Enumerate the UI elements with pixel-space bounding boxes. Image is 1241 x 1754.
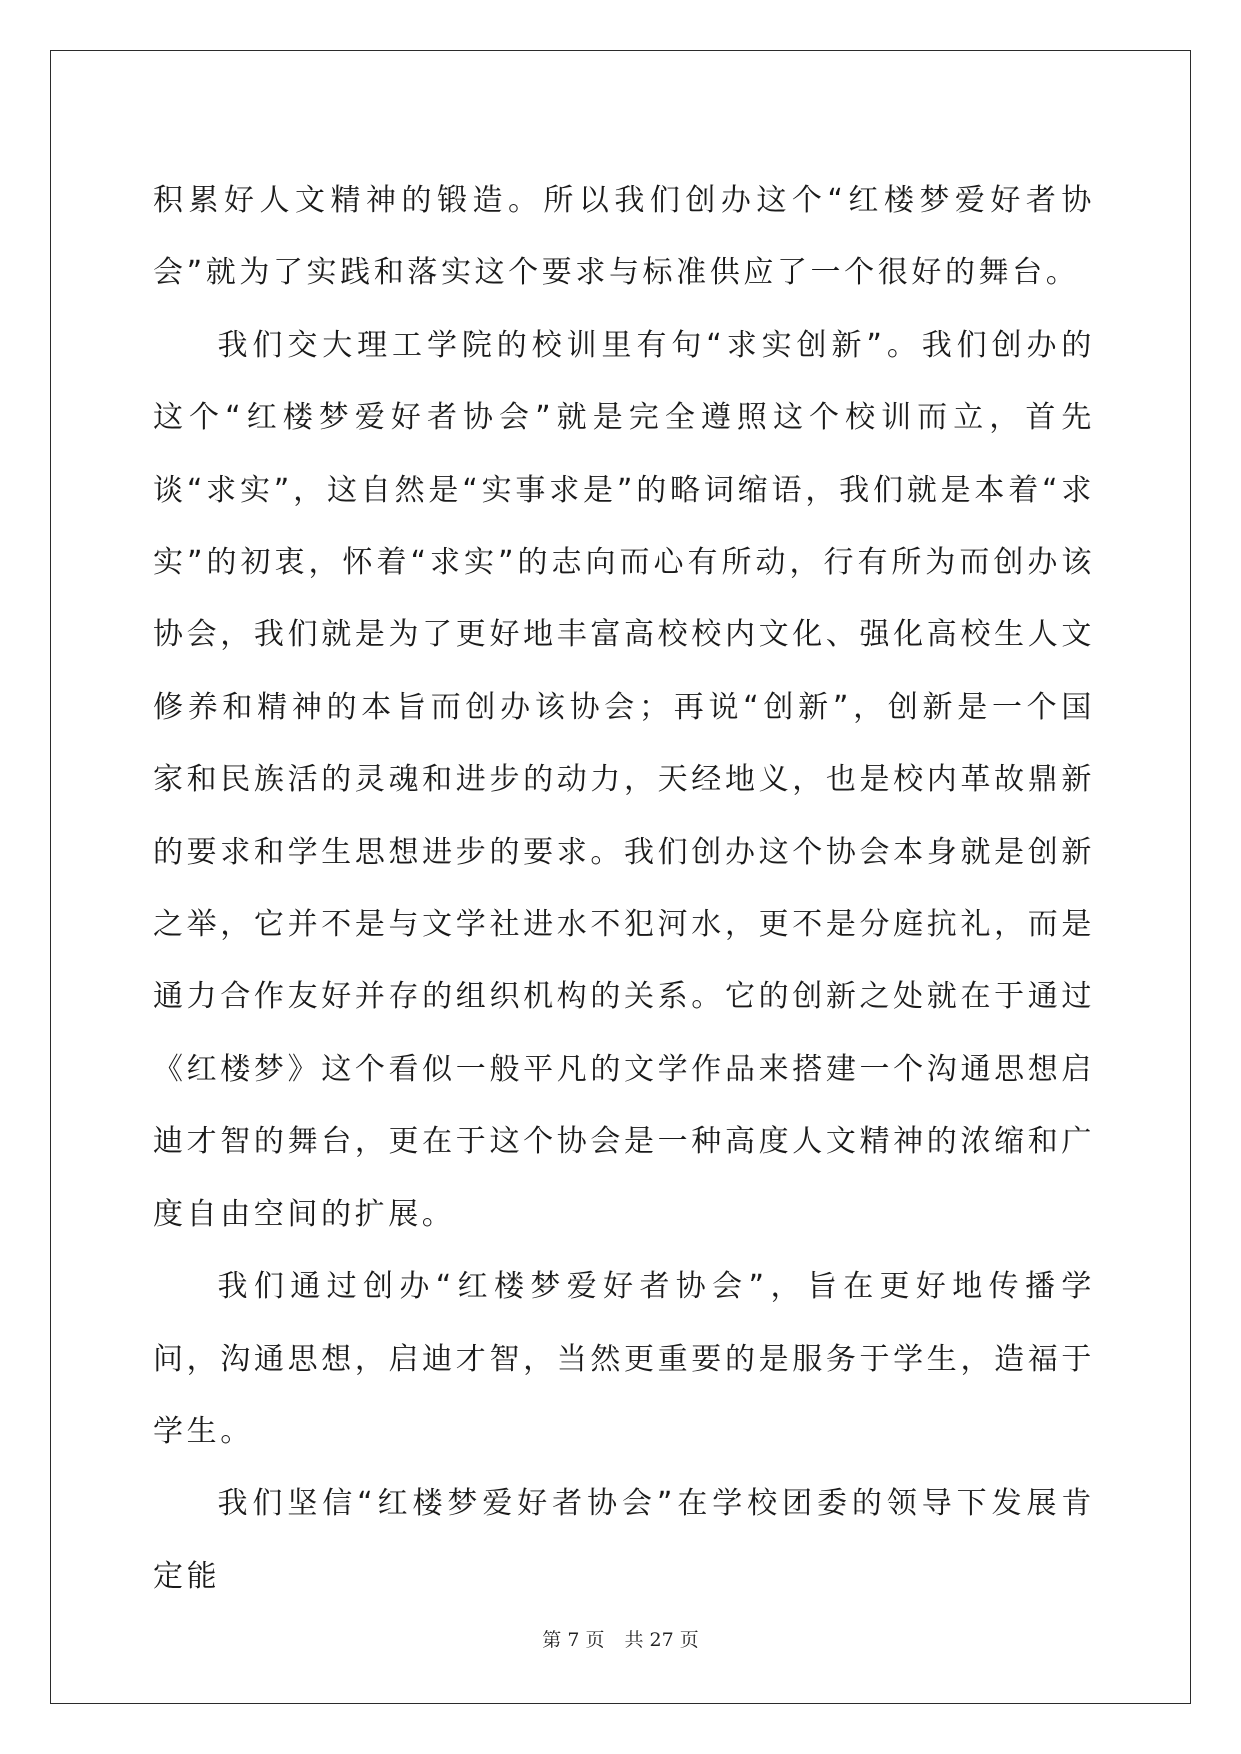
total-pages: 共 27 页 bbox=[624, 1629, 699, 1651]
page-footer bbox=[0, 1625, 1241, 1652]
page-number: 第 7 页 bbox=[542, 1629, 605, 1651]
paragraph-4: 我们坚信“红楼梦爱好者协会”在学校团委的领导下发展肯定能 bbox=[153, 1486, 1095, 1594]
paragraph-2: 我们交大理工学院的校训里有句“求实创新”。我们创办的这个“红楼梦爱好者协会”就是完全遵照这个校训而立，首先谈“求实”，这自然是“实事求是”的略词缩语，我们就是本着“求实”的初衷，怀着“求实”的志向而心有所动，行有所为而创办该协会，我们就是为了更好地丰富高校校内文化、强化高校生人文修养和精神的本旨而创办该协会；再说“创新”，创新是一个国家和民族活的灵魂和进步的动力，天经地义，也是校内革故鼎新的要求和学生思想进步的要求。我们创办这个协会本身就是创新之举，它并不是与文学社进水不犯河水，更不是分庭抗礼，而是通力合作友好并存的组织机构的关系。它的创新之处就在于通过《红楼梦》这个看似一般平凡的文学作品来搭建一个沟通思想启迪才智的舞台，更在于这个协会是一种高度人文精神的浓缩和广度自由空间的扩展。 bbox=[153, 327, 1095, 1232]
paragraph-3: 我们通过创办“红楼梦爱好者协会”，旨在更好地传播学问，沟通思想，启迪才智，当然更重要的是服务于学生，造福于学生。 bbox=[153, 1269, 1095, 1449]
paragraph-1: 积累好人文精神的锻造。所以我们创办这个“红楼梦爱好者协会”就为了实践和落实这个要求与标准供应了一个很好的舞台。 bbox=[153, 183, 1095, 291]
document-body bbox=[153, 165, 1095, 1613]
